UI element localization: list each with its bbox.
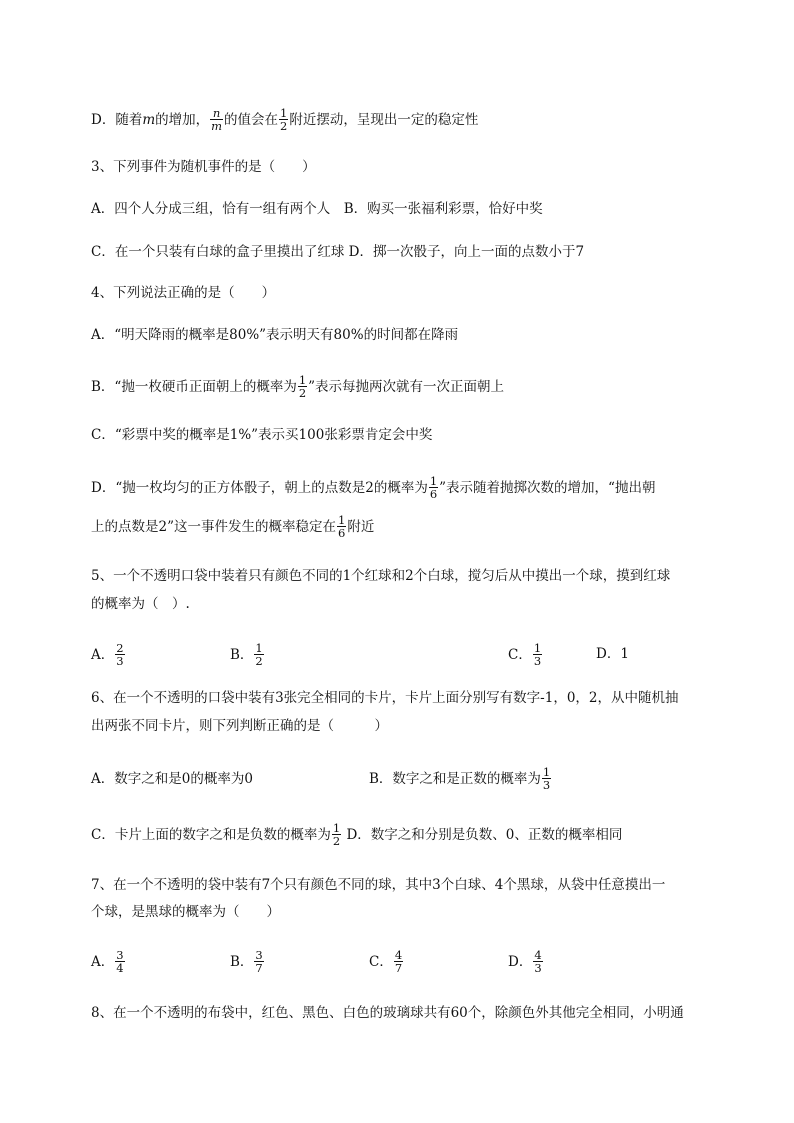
question-7-stem-line1: 7、在一个不透明的袋中装有7个只有颜色不同的球，其中3个白球、4个黑球，从袋中任意摸出一 — [91, 877, 666, 893]
fraction: $\frac{2}{3}$ — [116, 641, 124, 668]
fraction: $\frac{1}{3}$ — [542, 765, 551, 792]
question-4-option-b: B．“抛一枚硬币正面朝上的概率为 $\frac{1}{2}$ ”表示每抛两次就有一次正面朝上 — [91, 373, 505, 400]
question-4-option-c: C．“彩票中奖的概率是1%”表示买100张彩票肯定会中奖 — [91, 427, 433, 443]
question-3-stem: 3、下列事件为随机事件的是（ ） — [91, 159, 316, 175]
question-7-option-d: D． $\frac{4}{3}$ — [508, 948, 542, 975]
question-7-option-a: A． $\frac{3}{4}$ — [91, 948, 124, 975]
q2-option-d — [91, 108, 478, 133]
fraction: $\frac{3}{4}$ — [116, 948, 124, 975]
fraction: $\frac{1}{6}$ — [338, 513, 346, 540]
fraction: $\frac{1}{2}$ — [255, 641, 263, 668]
question-5-option-c: C． $\frac{1}{3}$ — [508, 641, 542, 668]
question-5-option-a: A． $\frac{2}{3}$ — [91, 641, 124, 668]
question-6-stem-line2: 出两张不同卡片，则下列判断正确的是（ ） — [91, 718, 388, 734]
fraction-n-over-m: $\frac{n}{m}$ — [211, 106, 223, 133]
question-4-option-d-line2: 上的点数是2”这一事件发生的概率稳定在 $\frac{1}{6}$ 附近 — [91, 513, 375, 540]
question-5-option-d: D．1 — [596, 646, 629, 662]
fraction: $\frac{1}{2}$ — [332, 821, 341, 848]
question-4-option-d-line1: D．“抛一枚均匀的正方体骰子，朝上的点数是2的概率为 $\frac{1}{6}$ ”表示随着抛掷次数的增加，“抛出朝 — [91, 474, 656, 501]
fraction: $\frac{1}{6}$ — [429, 474, 438, 501]
fraction: $\frac{1}{2}$ — [298, 373, 307, 400]
question-6-option-b: B．数字之和是正数的概率为 $\frac{1}{3}$ — [369, 765, 551, 792]
question-7-stem-line2: 个球，是黑球的概率为（ ） — [91, 904, 280, 920]
question-7-option-c: C． $\frac{4}{7}$ — [369, 948, 403, 975]
question-6-option-a: A．数字之和是0的概率为0 — [91, 771, 253, 787]
question-5-option-b: B． $\frac{1}{2}$ — [230, 641, 263, 668]
fraction: $\frac{4}{3}$ — [534, 948, 542, 975]
question-3-options-ab: A．四个人分成三组，恰有一组有两个人 B．购买一张福利彩票，恰好中奖 — [91, 201, 543, 217]
question-6-options-cd: C．卡片上面的数字之和是负数的概率为 $\frac{1}{2}$ D．数字之和分别是负数、0、正数的概率相同 — [91, 821, 623, 848]
question-5-stem-line2: 的概率为（ ）. — [91, 596, 190, 612]
fraction-one-half: $\frac{1}{2}$ — [280, 106, 288, 133]
text: 的值会在 — [224, 112, 279, 128]
question-6-stem-line1: 6、在一个不透明的口袋中装有3张完全相同的卡片，卡片上面分别写有数字-1，0，2，从中随机抽 — [91, 690, 679, 706]
fraction: $\frac{4}{7}$ — [394, 948, 403, 975]
text: 附近摆动，呈现出一定的稳定性 — [289, 112, 479, 128]
question-5-stem-line1: 5、一个不透明口袋中装着只有颜色不同的1个红球和2个白球，搅匀后从中摸出一个球，摸到红球 — [91, 568, 671, 584]
question-7-option-b: B． $\frac{3}{7}$ — [230, 948, 263, 975]
question-4-stem: 4、下列说法正确的是（ ） — [91, 285, 276, 301]
question-4-option-a: A．“明天降雨的概率是80%”表示明天有80%的时间都在降雨 — [91, 327, 459, 343]
question-8-stem-line1: 8、在一个不透明的布袋中，红色、黑色、白色的玻璃球共有60个，除颜色外其他完全相同，小明通 — [91, 1005, 684, 1021]
question-3-options-cd: C．在一个只装有白球的盒子里摸出了红球 D．掷一次骰子，向上一面的点数小于7 — [91, 244, 585, 260]
text: D．随着 — [91, 112, 143, 128]
var-m: m — [142, 112, 156, 128]
fraction: $\frac{3}{7}$ — [255, 948, 263, 975]
fraction: $\frac{1}{3}$ — [533, 641, 542, 668]
text: 的增加， — [155, 112, 210, 128]
